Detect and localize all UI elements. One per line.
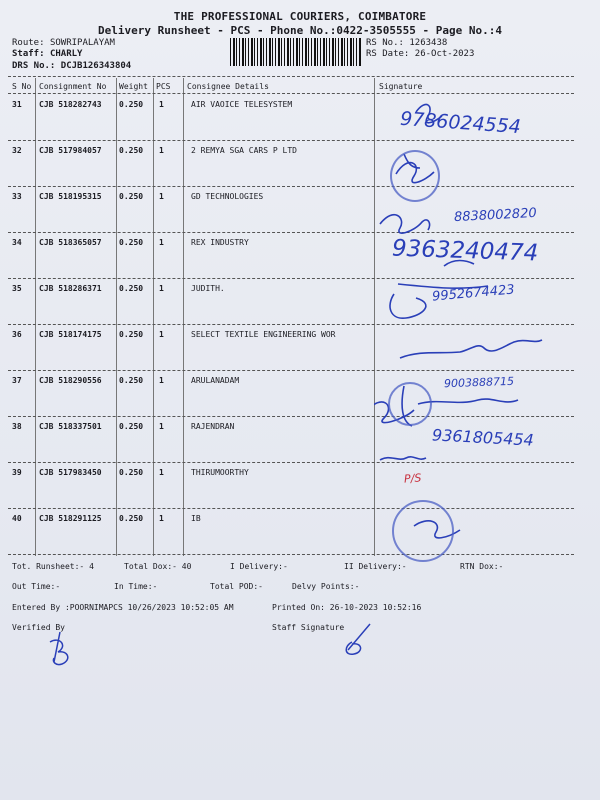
handwritten-note: P/S — [403, 471, 422, 486]
row-consignee: REX INDUSTRY — [191, 238, 249, 247]
row-consignee: AIR VAOICE TELESYSTEM — [191, 100, 293, 109]
row-weight: 0.250 — [119, 468, 144, 477]
in-time: In Time:- — [114, 582, 158, 591]
verified-by-label: Verified By — [12, 623, 65, 632]
col-divider — [153, 78, 154, 556]
row-weight: 0.250 — [119, 192, 144, 201]
delvy-points: Delvy Points:- — [292, 582, 360, 591]
staff-signature — [330, 620, 380, 660]
row-sno: 31 — [12, 100, 22, 109]
entered-by: Entered By :POORNIMAPCS 10/26/2023 10:52:05 AM — [12, 603, 234, 612]
route-value: SOWRIPALAYAM — [49, 38, 115, 48]
row-sno: 38 — [12, 422, 22, 431]
out-time: Out Time:- — [12, 582, 61, 591]
staff-signature-label: Staff Signature — [272, 623, 345, 632]
row-consignee: RAJENDRAN — [191, 422, 235, 431]
col-header-sno: S No — [12, 82, 32, 91]
col-divider — [116, 78, 117, 556]
table-bottom-rule — [8, 554, 574, 555]
total-dox: Total Dox:- 40 — [124, 562, 192, 571]
total-runsheet: Tot. Runsheet:- 4 — [12, 562, 94, 571]
row-consignment: CJB 518195315 — [39, 192, 102, 201]
i-delivery: I Delivery:- — [230, 562, 288, 571]
table-top-rule — [8, 76, 574, 77]
row-consignment: CJB 518365057 — [39, 238, 102, 247]
handwritten-phone: 9363240474 — [391, 235, 539, 267]
row-sno: 32 — [12, 146, 22, 155]
row-consignee: JUDITH. — [191, 284, 225, 293]
col-header-consignee: Consignee Details — [187, 82, 269, 91]
staff-value: CHARLY — [49, 49, 83, 59]
col-header-consignment: Consignment No — [39, 82, 107, 91]
handwritten-phone: 9361805454 — [431, 425, 535, 450]
row-sno: 35 — [12, 284, 22, 293]
row-pcs: 1 — [159, 330, 164, 339]
row-sno: 40 — [12, 514, 22, 523]
total-pod: Total POD:- — [210, 582, 263, 591]
handwritten-phone: 9786024554 — [399, 107, 522, 139]
row-pcs: 1 — [159, 100, 164, 109]
row-pcs: 1 — [159, 146, 164, 155]
row-weight: 0.250 — [119, 284, 144, 293]
row-consignee: ARULANADAM — [191, 376, 240, 385]
row-sno: 39 — [12, 468, 22, 477]
col-divider — [183, 78, 184, 556]
row-weight: 0.250 — [119, 514, 144, 523]
col-header-signature: Signature — [379, 82, 423, 91]
row-sno: 34 — [12, 238, 22, 247]
company-stamp — [390, 150, 440, 202]
row-consignment: CJB 517983450 — [39, 468, 102, 477]
row-consignment: CJB 518174175 — [39, 330, 102, 339]
row-consignment: CJB 517984057 — [39, 146, 102, 155]
signature-mark — [400, 340, 542, 358]
row-sno: 37 — [12, 376, 22, 385]
col-divider — [35, 78, 36, 556]
verifier-signature — [40, 628, 80, 668]
row-consignment: CJB 518290556 — [39, 376, 102, 385]
printed-on: Printed On: 26-10-2023 10:52:16 — [272, 603, 422, 612]
row-consignment: CJB 518291125 — [39, 514, 102, 523]
signature-mark — [380, 457, 426, 460]
row-pcs: 1 — [159, 192, 164, 201]
row-weight: 0.250 — [119, 422, 144, 431]
drs-label: DRS No.: — [12, 61, 56, 71]
row-consignment: CJB 518282743 — [39, 100, 102, 109]
ii-delivery: II Delivery:- — [344, 562, 407, 571]
handwritten-phone: 8838002820 — [453, 205, 538, 226]
bank-stamp — [392, 500, 454, 562]
col-header-pcs: PCS — [156, 82, 171, 91]
row-sno: 36 — [12, 330, 22, 339]
row-weight: 0.250 — [119, 146, 144, 155]
rs-date-value: 26-Oct-2023 — [414, 49, 475, 59]
row-pcs: 1 — [159, 284, 164, 293]
row-consignee: 2 REMYA SGA CARS P LTD — [191, 146, 297, 155]
rs-no-line — [366, 38, 447, 48]
rs-no-label: RS No.: — [366, 38, 404, 48]
row-weight: 0.250 — [119, 238, 144, 247]
staff-line — [12, 49, 82, 59]
drs-line — [12, 61, 131, 71]
row-pcs: 1 — [159, 468, 164, 477]
row-weight: 0.250 — [119, 100, 144, 109]
row-consignee: SELECT TEXTILE ENGINEERING WOR — [191, 330, 336, 339]
row-consignee: IB — [191, 514, 201, 523]
route-line — [12, 38, 115, 48]
staff-label: Staff: — [12, 49, 45, 59]
row-pcs: 1 — [159, 514, 164, 523]
signature-mark — [380, 215, 430, 233]
company-title: THE PROFESSIONAL COURIERS, COIMBATORE — [173, 10, 427, 23]
rs-date-label: RS Date: — [366, 49, 410, 59]
row-sno: 33 — [12, 192, 22, 201]
row-pcs: 1 — [159, 422, 164, 431]
handwritten-phone: 9952674423 — [431, 282, 516, 305]
handwritten-phone: 9003888715 — [443, 374, 515, 391]
row-pcs: 1 — [159, 376, 164, 385]
row-consignee: THIRUMOORTHY — [191, 468, 249, 477]
row-weight: 0.250 — [119, 330, 144, 339]
col-header-weight: Weight — [119, 82, 148, 91]
company-stamp — [388, 382, 432, 426]
row-weight: 0.250 — [119, 376, 144, 385]
row-consignment: CJB 518286371 — [39, 284, 102, 293]
rs-no-value: 1263438 — [409, 38, 448, 48]
row-consignee: GD TECHNOLOGIES — [191, 192, 264, 201]
row-pcs: 1 — [159, 238, 164, 247]
drs-value: DCJB126343804 — [60, 61, 132, 71]
barcode — [230, 38, 362, 66]
rtn-dox: RTN Dox:- — [460, 562, 504, 571]
runsheet-subtitle: Delivery Runsheet - PCS - Phone No.:0422-3505555 - Page No.:4 — [98, 24, 502, 37]
rs-date-line — [366, 49, 474, 59]
row-consignment: CJB 518337501 — [39, 422, 102, 431]
route-label: Route: — [12, 38, 45, 48]
